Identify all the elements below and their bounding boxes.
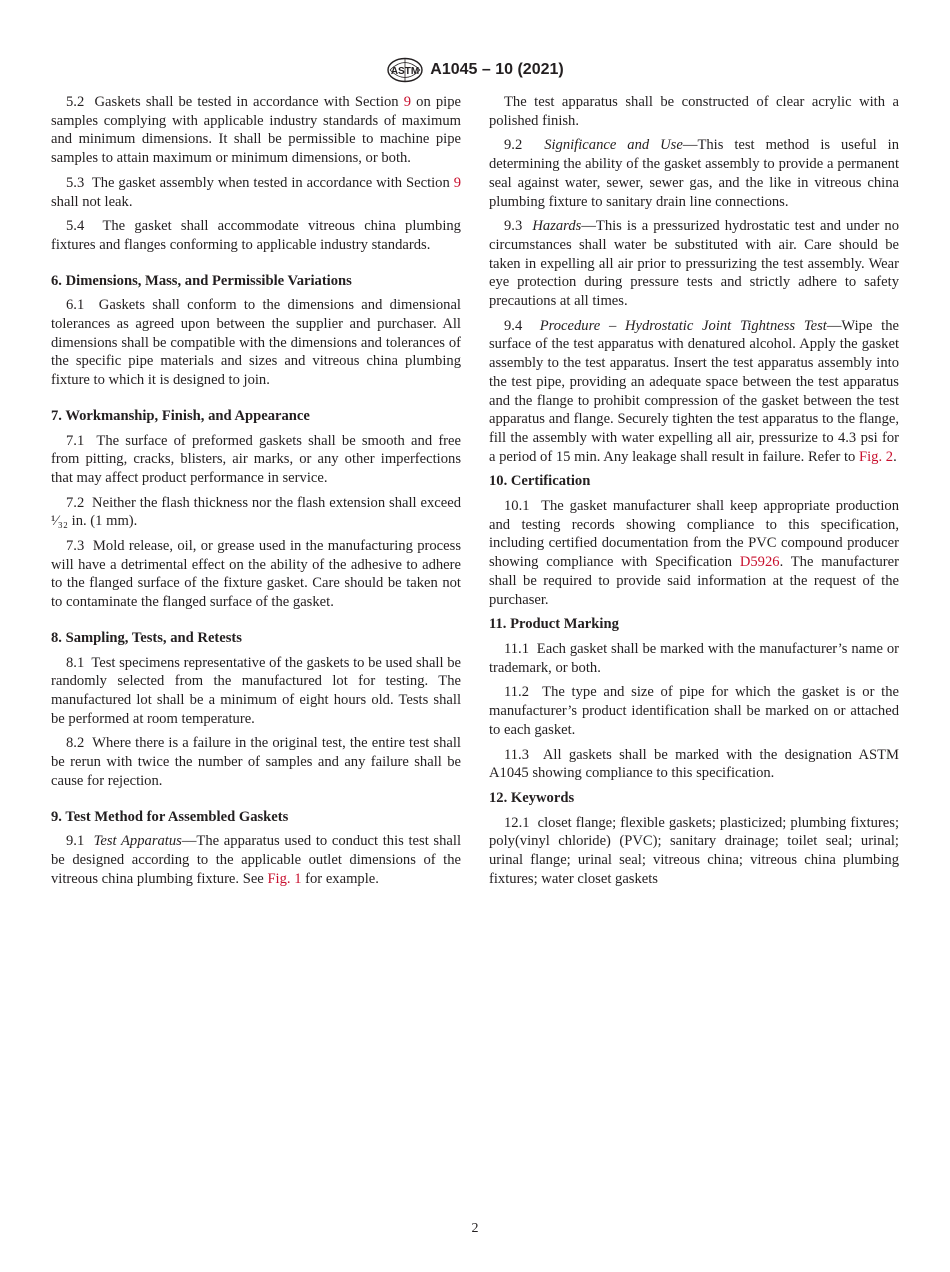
- paragraph-8-1: 8.1 Test specimens representative of the gaskets to be used shall be randomly selected from the manufactured lot for testing. The manufactured lot shall be a minimum of eight hours old. Tests shall be performed at room temperature.: [51, 654, 461, 727]
- section-9-link[interactable]: 9: [403, 94, 412, 110]
- page-number: 2: [471, 1221, 479, 1236]
- paragraph-9-4: 9.4 Procedure – Hydrostatic Joint Tightness Test—Wipe the surface of the test apparatus with denatured alcohol. Apply the gasket assembly to the test apparatus. Insert the test apparatus assembly into the test pipe, providing an adequate space between the test apparatus and the flange to prohibit compression of the gasket between the test apparatus and flange. Securely tighten the test apparatus to the flange, fill the assembly with water expelling all air, pressurize to 4.3 psi for a period of 15 min. Any leakage shall result in failure. Refer to Fig. 2.: [489, 317, 899, 465]
- paragraph-5-2: 5.2 Gaskets shall be tested in accordance with Section 9 on pipe samples complying with applicable industry standards of maximum and minimum dimensions. It shall be permissible to machine pipe samples to attain maximum or minimum dimensions, or both.: [51, 94, 461, 167]
- paragraph-7-2: 7.2 Neither the flash thickness nor the flash extension shall exceed ¹⁄₃₂ in. (1 mm).: [51, 494, 461, 530]
- paragraph-10-1: 10.1 The gasket manufacturer shall keep appropriate production and testing records showing compliance to this specification, including certified documentation from the PVC compound producer showing compliance with Specification D5926. The manufacturer shall be required to provide said information at the request of the purchaser.: [489, 498, 899, 608]
- page-header: [0, 58, 950, 82]
- standard-designation: A1045 – 10 (2021): [430, 61, 564, 78]
- paragraph-9-2: 9.2 Significance and Use—This test method is useful in determining the ability of the gasket assembly to provide a permanent seal against water, sewer, sewer gas, and the like in vitreous china plumbing fixture to sanitary drain line connections.: [489, 137, 899, 210]
- paragraph-6-1: 6.1 Gaskets shall conform to the dimensions and dimensional tolerances as agreed upon between the supplier and purchaser. All dimensions shall be compatible with the dimensions and tolerances of the specific pipe materials and sizes and vitreous china plumbing fixture to which it is designed to join.: [51, 297, 461, 389]
- section-9-link[interactable]: 9: [453, 174, 461, 191]
- section-9-heading: 9. Test Method for Assembled Gaskets: [51, 808, 289, 825]
- left-column: [51, 93, 461, 894]
- section-10-heading: 10. Certification: [489, 473, 591, 490]
- section-11-heading: 11. Product Marking: [489, 616, 619, 633]
- paragraph-8-2: 8.2 Where there is a failure in the original test, the entire test shall be rerun with twice the number of samples and any failure shall be cause for rejection.: [51, 735, 461, 789]
- logo-text: ASTM: [391, 66, 420, 77]
- section-7-heading: 7. Workmanship, Finish, and Appearance: [51, 407, 310, 424]
- paragraph-5-4: 5.4 The gasket shall accommodate vitreous china plumbing fixtures and flanges conforming to applicable industry standards.: [51, 218, 461, 253]
- d5926-link[interactable]: D5926: [739, 554, 780, 571]
- fig-2-link[interactable]: Fig. 2: [859, 448, 894, 465]
- astm-logo-icon: [386, 57, 424, 83]
- paragraph-12-1: 12.1 closet flange; flexible gaskets; plasticized; plumbing fixtures; poly(vinyl chloride) (PVC); sanitary drainage; toilet seal; urinal; urinal flange; urinal seal; vitreous china; vitreous china plumbing fixtures; water closet gaskets: [489, 814, 900, 887]
- section-12-heading: 12. Keywords: [489, 789, 575, 806]
- fig-1-link[interactable]: Fig. 1: [267, 870, 302, 887]
- paragraph-7-1: 7.1 The surface of preformed gaskets shall be smooth and free from pitting, cracks, blisters, air marks, or any other imperfections that may affect product performance in service.: [51, 432, 461, 486]
- paragraph-11-1: 11.1 Each gasket shall be marked with the manufacturer’s name or trademark, or both.: [489, 640, 899, 676]
- paragraph-5-3: 5.3 The gasket assembly when tested in accordance with Section 9 shall not leak.: [51, 174, 461, 210]
- section-8-heading: 8. Sampling, Tests, and Retests: [51, 629, 242, 646]
- right-column: [489, 93, 899, 894]
- paragraph-11-2: 11.2 The type and size of pipe for which the gasket is or the manufacturer’s product identification shall be marked on or attached to each gasket.: [489, 684, 899, 738]
- paragraph-9-3: 9.3 Hazards—This is a pressurized hydrostatic test and under no circumstances shall water be substituted with air. Care should be taken in expelling all air prior to pressurizing the test assembly. Wear eye protection during pressure tests and strictly adhere to safety precautions at all times.: [489, 218, 899, 310]
- paragraph-7-3: 7.3 Mold release, oil, or grease used in the manufacturing process will have a detrimental effect on the ability of the adhesive to adhere to the flanged surface of the fixture gasket. Care should be taken not to contaminate the flanged surface of the gasket.: [51, 538, 461, 611]
- section-6-heading: 6. Dimensions, Mass, and Permissible Variations: [51, 272, 352, 289]
- paragraph-9-1: 9.1 Test Apparatus—The apparatus used to conduct this test shall be designed according to the applicable outlet dimensions of the vitreous china plumbing fixture. See Fig. 1 for example.: [51, 833, 461, 887]
- paragraph-11-3: 11.3 All gaskets shall be marked with the designation ASTM A1045 showing compliance to this specification.: [489, 746, 899, 782]
- paragraph-9-1-continued: The test apparatus shall be constructed of clear acrylic with a polished finish.: [489, 94, 899, 129]
